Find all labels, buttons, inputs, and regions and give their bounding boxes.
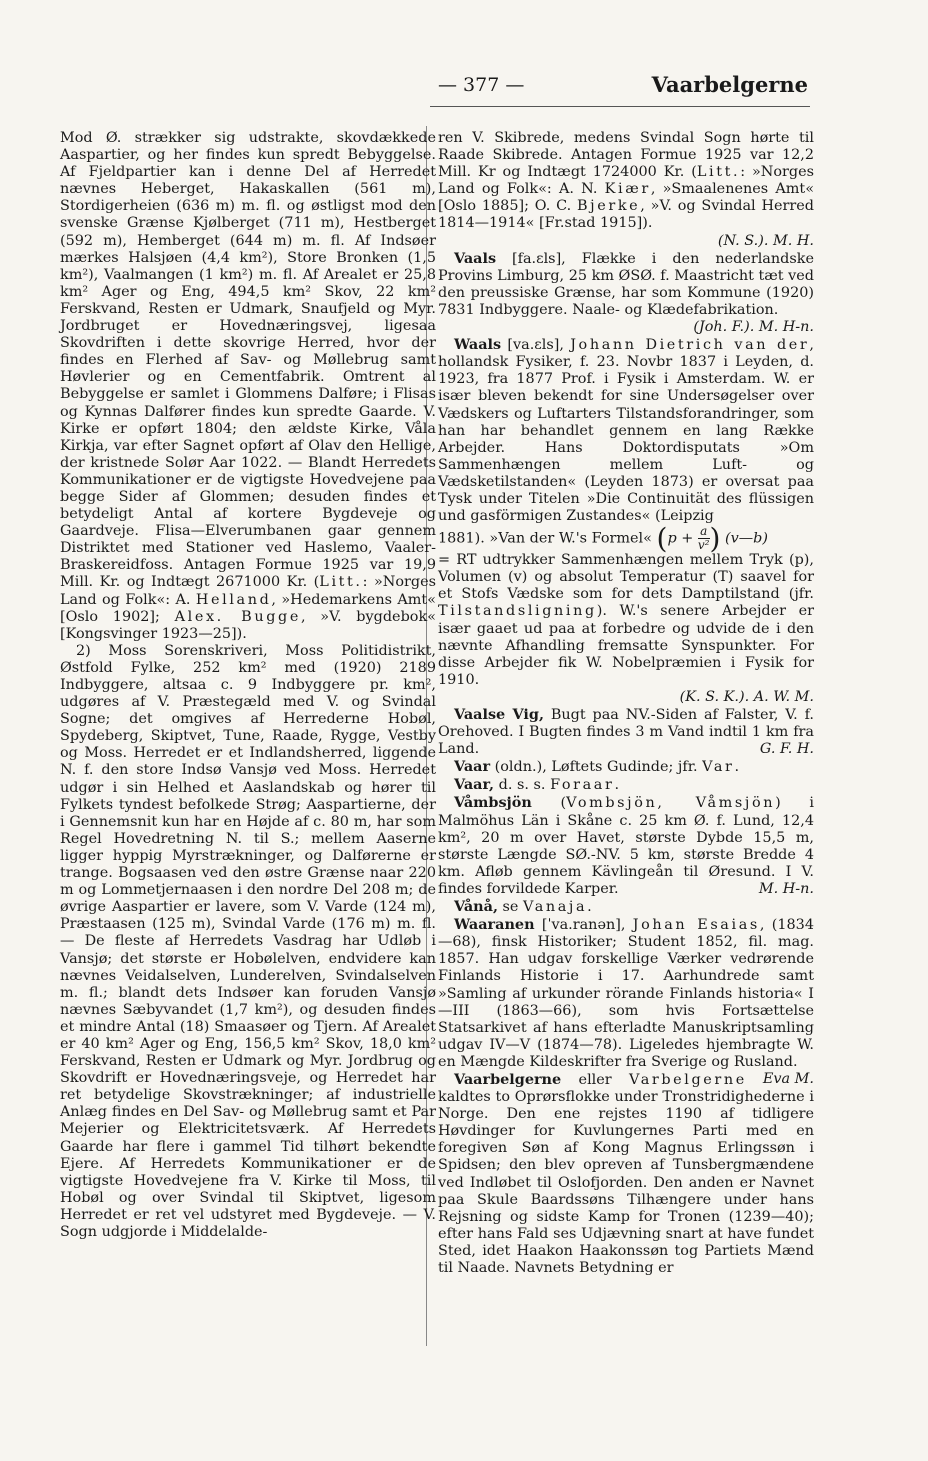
entry-waaranen: Waaranen [ˈva.ranən], Johan Esaias, (1834—68), finsk Historiker; Student 1852, fil. mag. 1857. Han udgav forskellige Værker vedrørende Finlands Historie i 17. Aarhundrede samt »Samling af urkunder rörande Finlands historia« I—III (1863—66), som hvis Fortsættelse Statsarkivet af hans efterladte Manuskriptsamling udgav IV—V (1874—78). Ligeledes hjembragte W. en Mængde Kildeskrifter fra Sverige og Rusland. Eva M.: [438, 916, 814, 1087]
left-column: [60, 130, 436, 1241]
entry-vaals: Vaals [fa.ɛls], Flække i den nederlandske Provins Limburg, 25 km ØSØ. f. Maastricht tæt ved den preussiske Grænse, har som Kommune (1920) 7831 Indbyggere. Naale- og Klædefabrikation.: [438, 249, 815, 318]
entry-waals: Waals [va.ɛls], Johann Dietrich van der, hollandsk Fysiker, f. 23. Novbr 1837 i Leyden, d. 1923, fra 1877 Prof. i Fysik i Amsterdam. W. er især bleven bekendt for sine Undersøgelser over Vædskers og Luftarters Tilstandsforandringer, som han har behandlet gennem en lang Række Arbejder. Hans Doktordisputats »Om Sammenhængen mellem Luft- og Vædsketilstanden« (Leyden 1873) er oversat paa Tysk under Titelen »Die Continuität des flüssigen und gasförmigen Zustandes« (Leipzig: [438, 336, 814, 525]
right-column: [438, 130, 814, 1277]
page-header: [60, 74, 808, 104]
article-section-2: 2) Moss Sorenskriveri, Moss Politidistrikt, Østfold Fylke, 252 km² med (1920) 2189 Indbyggere, altsaa c. 9 Indbyggere pr. km², udgøres af V. Præstegæld med V. og Svindal Sogne; det omgives af Herrederne Hobøl, Spydeberg, Skiptvet, Tune, Raade, Rygge, Vestby og Moss. Herredet er et Indlandsherred, liggende N. f. den store Indsø Vansjø ved Moss. Herredet udgør i sin Helhed et Aaslandskab og hører til Fylkets tyndest befolkede Strøg; Aaspartierne, der i Gennemsnit kun har en Højde af c. 80 m, har som Regel Hovedretning N. til S.; mellem Aaserne ligger hyppig Myrstrækninger, og Dalførerne er trange. Bogsaasen ved den østre Grænse naar 220 m og Lommetjernaasen i den nordre Del 208 m; de øvrige Aaspartier er lavere, som V. Varde (124 m), Præstaasen (125 m), Svindal Varde (176 m) m. fl. — De fleste af Herredets Vasdrag har Udløb i Vansjø; det største er Hobølelven, endvidere kan nævnes Veidalselven, Lunderelven, Svindalselven m. fl.; blandt dets Indsøer kan foruden Vansjø nævnes Sæbyvandet (1,7 km²), og desuden findes et mindre Antal (18) Smaasøer og Tjern. Af Arealet er 40 km² Ager og Eng, 156,5 km² Skov, 18,0 km² Ferskvand, Resten er Udmark og Myr. Jordbrug og Skovdrift er Hovednæringsveje, og Herredet har ret betydelige Skovstrækninger; af industrielle Anlæg findes en Del Sav- og Møllebrug samt et Par Mejerier og Elektricitetsværk. Af Herredets Gaarde har flere i gammel Tid tilhørt bekendte Ejere. Af Herredets Kommunikationer er de vigtigste Hovedvejene fra V. Kirke til Moss, til Hobøl og over Svindal til Skiptvet, ligesom Herredet er ret vel udstyret med Bygdeveje. — V. Sogn udgjorde i Middelalde-: [60, 642, 436, 1240]
entry-vaarbelgerne: Vaarbelgerne eller Varbelgerne kaldtes to Oprørsflokke under Tronstridighederne i Norge. Den ene rejstes 1190 af tidligere Høvdinger for Kuvlungernes Parti med en foregiven Søn af Kong Magnus Erlingssøn i Spidsen; den blev opreven af Tunsbergmændene ved Indløbet til Oslofjorden. Den anden er Navnet paa Skule Baardssøns Tilhængere under hans Rejsning og sidste Kamp for Tronen (1239—40); efter hans Fald ses Udjævning snart at have fundet Sted, idet Haakon Haakonssøn tog Partiets Mænd til Naade. Navnets Betydning er: [438, 1070, 814, 1276]
entry-vambsjon: Våmbsjön (Vombsjön, Våmsjön) i Malmöhus Län i Skåne c. 25 km Ø. f. Lund, 12,4 km², 20 m over Havet, største Dybde 15,5 m, største Længde SØ.-NV. 5 km, største Bredde 4 km. Afløb gennem Kävlingeån til Øresund. I V. findes forvildede Karper. M. H-n.: [438, 794, 814, 897]
entry-vaar: Vaar (oldn.), Løftets Gudinde; jfr. Var.: [454, 758, 740, 776]
formula-line: 1881). »Van der W.'s Formel« (p + $\frac{a}{\text{v²}}$ ) (v—b): [438, 522, 768, 556]
entry-waals-continued: = RT udtrykker Sammenhængen mellem Tryk (p), Volumen (v) og absolut Temperatur (T) saavel for et Stofs Vædske som for dets Damptilstand (jfr. Tilstandsligning). W.'s senere Arbejder er især gaaet ud paa at forbedre og udvide de i den nævnte Afhandling fremsatte Synspunkter. For disse Arbejder fik W. Nobelpræmien i Fysik for 1910.: [438, 552, 814, 688]
header-rule: [430, 106, 810, 107]
signature: (Joh. F.). M. H-n.: [693, 319, 814, 336]
signature: (N. S.). M. H.: [717, 232, 814, 249]
signature: (K. S. K.). A. W. M.: [679, 688, 814, 705]
entry-vaalse-vig: Vaalse Vig, Bugt paa NV.-Siden af Falster, V. f. Orehoved. I Bugten findes 3 m Vand indtil 1 km fra Land. G. F. H.: [438, 706, 814, 758]
page-number: — 377 —: [438, 74, 525, 96]
running-head: Vaarbelgerne: [651, 72, 808, 97]
entry-vaar-2: Vaar, d. s. s. Foraar.: [454, 776, 620, 794]
article-continuation: Mod Ø. strækker sig udstrakte, skovdækkede Aaspartier, og her findes kun spredt Bebyggelse. Af Fjeldpartier kan i denne Del af Herredet nævnes Heberget, Hakaskallen (561 m), Stordigerheien (636 m) m. fl. og østligst mod den svenske Grænse Kjølberget (711 m), Hestberget (592 m), Hemberget (644 m) m. fl. Af Indsøer mærkes Halsjøen (4,4 km²), Store Bronken (1,5 km²), Vaalmangen (1 km²) m. fl. Af Arealet er 25,8 km² Ager og Eng, 494,5 km² Skov, 22 km² Ferskvand, Resten er Udmark, Snaufjeld og Myr. Jordbruget er Hovednæringsvej, ligesaa Skovdriften i dette skovrige Herred, hvor der findes en Flerhed af Sav- og Møllebrug samt Høvlerier og en Cementfabrik. Omtrent al Bebyggelse er samlet i Glommens Dalføre; i Flisas og Kynnas Dalfører findes kun spredte Gaarde. V. Kirke er opført 1804; den ældste Kirke, Våla Kirkja, var efter Sagnet opført af Olav den Hellige, der kristnede Solør Aar 1022. — Blandt Herredets Kommunikationer er de vigtigste Hovedvejene paa begge Sider af Glommen; desuden findes et betydeligt Antal af kortere Bygdeveje og Gaardveje. Flisa—Elverumbanen gaar gennem Distriktet med Stationer ved Haslemo, Vaaler-Braskereidfoss. Antagen Formue 1925 var 19,9 Mill. Kr. og Indtægt 2671000 Kr. (Litt.: »Norges Land og Folk«: A. Helland, »Hedemarkens Amt« [Oslo 1902]; Alex. Bugge, »V. bygdebok« [Kongsvinger 1923—25]).: [60, 130, 436, 642]
entry-vana: Vånå, se Vanaja.: [454, 898, 592, 916]
article-continuation: ren V. Skibrede, medens Svindal Sogn hørte til Raade Skibrede. Antagen Formue 1925 var 12,2 Mill. Kr og Indtægt 1724000 Kr. (Litt.: »Norges Land og Folk«: A. N. Kiær, »Smaalenenes Amt« [Oslo 1885]; O. C. Bjerke, »V. og Svindal Herred 1814—1914« [Fr.stad 1915]).: [438, 130, 814, 232]
van-der-waals-formula: (p + $\frac{a}{\text{v²}}$ ) (v—b): [656, 522, 768, 556]
